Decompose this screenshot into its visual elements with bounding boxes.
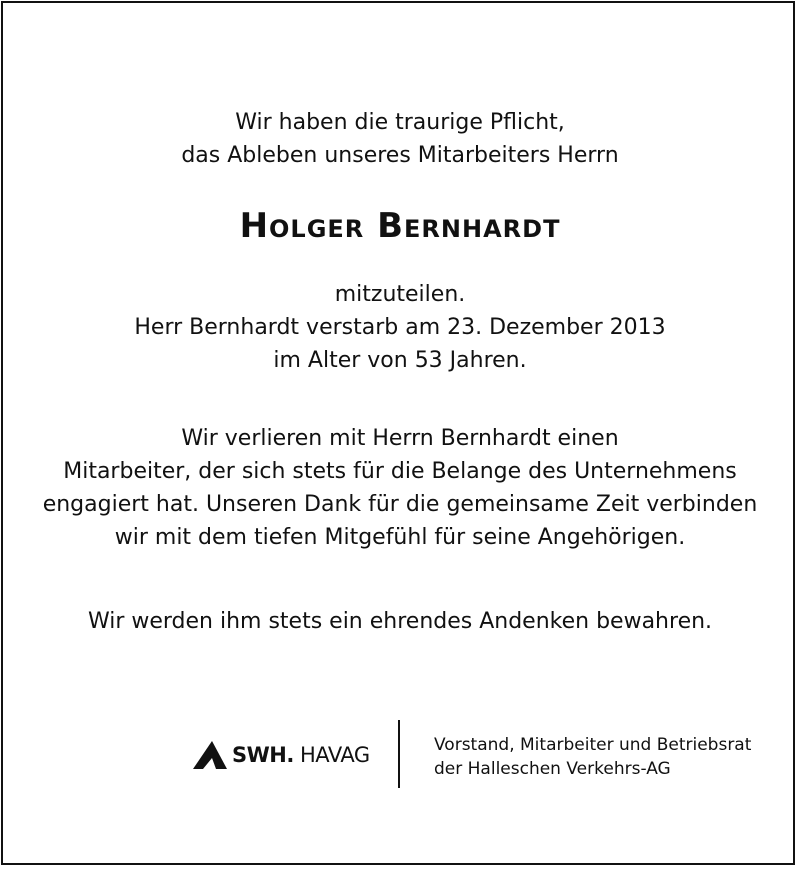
signature-line: Vorstand, Mitarbeiter und Betriebsrat — [434, 735, 752, 755]
closing-text: Wir werden ihm stets ein ehrendes Andenken bewahren. — [87, 609, 713, 634]
death-details — [0, 278, 800, 377]
signature-line: der Halleschen Verkehrs-AG — [434, 759, 671, 779]
triangle-logo-icon — [192, 739, 228, 771]
tribute-line: Wir verlieren mit Herrn Bernhardt einen — [181, 426, 619, 451]
deceased-name: Holger Bernhardt — [239, 206, 561, 246]
tribute-text — [0, 422, 800, 554]
company-logo — [192, 738, 370, 772]
signature-block — [434, 733, 751, 781]
intro-line: Wir haben die traurige Pflicht, — [235, 110, 565, 135]
details-line: Herr Bernhardt verstarb am 23. Dezember 2013 — [134, 315, 666, 340]
logo-text-regular: HAVAG — [293, 743, 370, 767]
details-line: im Alter von 53 Jahren. — [273, 348, 527, 373]
intro-line: das Ableben unseres Mitarbeiters Herrn — [181, 143, 619, 168]
logo-text — [232, 743, 370, 767]
intro-text — [0, 106, 800, 172]
tribute-line: Mitarbeiter, der sich stets für die Belange des Unternehmens — [63, 459, 737, 484]
details-line: mitzuteilen. — [334, 282, 466, 307]
logo-text-bold: SWH. — [232, 743, 294, 767]
vertical-divider — [398, 720, 400, 788]
tribute-line: engagiert hat. Unseren Dank für die gemeinsame Zeit verbinden — [42, 492, 758, 517]
tribute-line: wir mit dem tiefen Mitgefühl für seine Angehörigen. — [114, 525, 686, 550]
